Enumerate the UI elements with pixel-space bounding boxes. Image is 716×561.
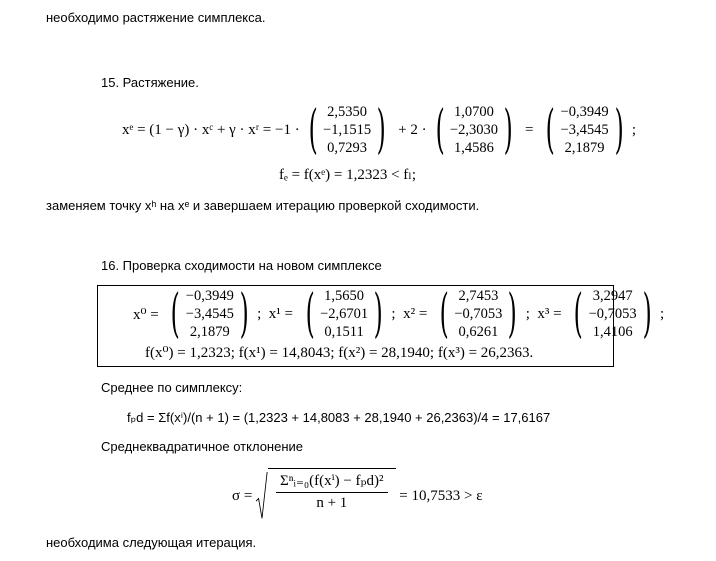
text-replace: заменяем точку xʰ на xᵉ и завершаем итерацию проверкой сходимости. <box>46 198 480 213</box>
vector-xc: ( 2,5350 −1,1515 0,7293 ) <box>308 100 386 160</box>
expansion-eq: = <box>521 121 538 138</box>
heading-15: 15. Растяжение. <box>101 75 199 90</box>
mean-label: Среднее по симплексу: <box>101 380 243 395</box>
x2-3: 0,6261 <box>458 324 499 340</box>
x2-label: ; x² = <box>391 305 432 322</box>
vector-xe: ( −0,3949 −3,4545 2,1879 ) <box>545 100 624 160</box>
sigma-numerator: Σⁿᵢ₌₀(f(xⁱ) − fₚd)² <box>276 471 388 493</box>
heading-16: 16. Проверка сходимости на новом симплексе <box>101 258 382 273</box>
sqrt <box>256 468 396 524</box>
sigma-formula <box>232 468 483 524</box>
vector-xr: ( 1,0700 −2,3030 1,4586 ) <box>435 100 513 160</box>
xr-3: 1,4586 <box>454 140 494 156</box>
x2-1: 2,7453 <box>458 288 499 304</box>
x1-3: 0,1511 <box>324 324 364 340</box>
xe-3: 2,1879 <box>564 140 605 156</box>
expansion-plus: + 2 · <box>394 121 427 138</box>
xr-1: 1,0700 <box>454 104 494 120</box>
xc-2: −1,1515 <box>323 122 372 138</box>
simplex-vectors <box>133 284 665 344</box>
vector-x3: ( 3,2947 −0,7053 1,4106 ) <box>573 284 652 344</box>
text-bottom: необходима следующая итерация. <box>46 535 257 550</box>
expansion-formula <box>122 100 637 160</box>
std-label: Среднеквадратичное отклонение <box>101 439 304 454</box>
x3-label: ; x³ = <box>525 305 566 322</box>
xe-1: −0,3949 <box>560 104 609 120</box>
x3-2: −0,7053 <box>588 306 637 322</box>
xr-2: −2,3030 <box>449 122 498 138</box>
xc-3: 0,7293 <box>327 140 367 156</box>
x2-2: −0,7053 <box>454 306 503 322</box>
mean-formula: fₚd = Σf(xⁱ)/(n + 1) = (1,2323 + 14,8083 + 28,1940 + 26,2363)/4 = 17,6167 <box>127 410 551 425</box>
x1-2: −2,6701 <box>320 306 369 322</box>
xc-1: 2,5350 <box>327 104 367 120</box>
expansion-end: ; <box>631 121 637 138</box>
x0-1: −0,3949 <box>185 288 234 304</box>
sigma-fraction <box>276 471 388 512</box>
xe-2: −3,4545 <box>560 122 609 138</box>
vector-x2: ( 2,7453 −0,7053 0,6261 ) <box>439 284 518 344</box>
vector-x1: ( 1,5650 −2,6701 0,1511 ) <box>305 284 383 344</box>
text-top: необходимо растяжение симплекса. <box>46 10 266 25</box>
sigma-denominator: n + 1 <box>316 495 348 511</box>
x3-3: 1,4106 <box>592 324 633 340</box>
x1-label: ; x¹ = <box>257 305 297 322</box>
x3-1: 3,2947 <box>592 288 633 304</box>
x0-label: x⁰ = <box>133 306 163 323</box>
fe-formula: fₑ = f(xᵉ) = 1,2323 < fₗ; <box>279 167 417 183</box>
sigma-lhs: σ = <box>232 487 257 504</box>
simplex-end: ; <box>659 305 665 322</box>
x1-1: 1,5650 <box>324 288 365 304</box>
x0-3: 2,1879 <box>189 324 230 340</box>
sigma-rhs: = 10,7533 > ε <box>395 487 483 504</box>
simplex-f-values: f(x⁰) = 1,2323; f(x¹) = 14,8043; f(x²) = 28,1940; f(x³) = 26,2363. <box>145 345 534 361</box>
expansion-lhs: xᵉ = (1 − γ) · xᶜ + γ · xʳ = −1 · <box>122 121 300 138</box>
vector-x0: ( −0,3949 −3,4545 2,1879 ) <box>171 284 249 344</box>
x0-2: −3,4545 <box>185 306 234 322</box>
radical-sign <box>256 468 268 524</box>
